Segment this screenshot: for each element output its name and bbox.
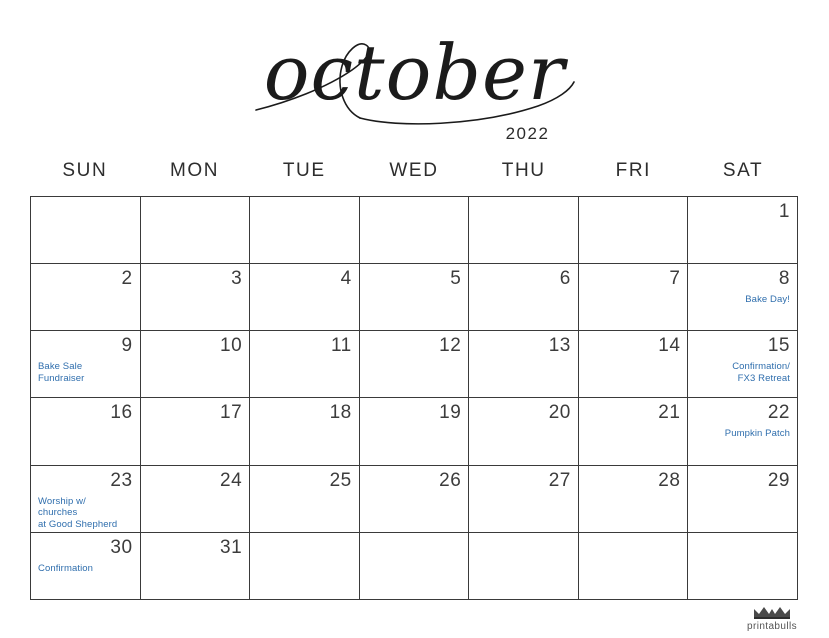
event-text[interactable]: Confirmation xyxy=(38,562,94,574)
day-number: 7 xyxy=(669,268,681,290)
calendar-day-cell[interactable] xyxy=(141,466,251,533)
day-number: 1 xyxy=(778,201,790,222)
day-number: 12 xyxy=(439,335,462,357)
weekday-header-row xyxy=(30,160,798,182)
calendar-grid xyxy=(30,196,798,600)
event-text[interactable]: Bake Day! xyxy=(745,294,790,306)
day-number: 28 xyxy=(658,469,681,491)
calendar-empty-cell[interactable] xyxy=(469,533,579,600)
calendar-day-cell[interactable] xyxy=(360,398,470,465)
day-events xyxy=(695,428,790,440)
calendar-empty-cell[interactable] xyxy=(360,197,470,264)
calendar-day-cell[interactable] xyxy=(360,466,470,533)
calendar-day-cell[interactable] xyxy=(250,264,360,331)
calendar-day-cell[interactable] xyxy=(31,331,141,398)
brand-logo xyxy=(737,606,807,632)
event-text[interactable]: at Good Shepherd xyxy=(38,518,118,530)
calendar-empty-cell[interactable] xyxy=(250,197,360,264)
day-number: 2 xyxy=(121,268,133,290)
day-number: 24 xyxy=(220,469,243,491)
day-number: 31 xyxy=(220,536,243,558)
day-number: 22 xyxy=(767,402,790,424)
calendar-day-cell[interactable] xyxy=(579,264,689,331)
event-text[interactable]: Pumpkin Patch xyxy=(724,428,790,440)
calendar-day-cell[interactable] xyxy=(31,398,141,465)
day-number: 8 xyxy=(778,268,790,290)
day-number: 16 xyxy=(110,402,133,424)
calendar-day-cell[interactable] xyxy=(141,264,251,331)
weekday-wed: WED xyxy=(389,160,439,181)
day-number: 27 xyxy=(548,469,571,491)
calendar-day-cell[interactable] xyxy=(31,533,141,600)
day-number: 11 xyxy=(330,335,352,357)
calendar-empty-cell[interactable] xyxy=(31,197,141,264)
day-number: 18 xyxy=(329,402,352,424)
day-events xyxy=(695,294,790,306)
calendar-day-cell[interactable] xyxy=(141,331,251,398)
calendar-day-cell[interactable] xyxy=(141,533,251,600)
calendar-empty-cell[interactable] xyxy=(579,533,689,600)
day-number: 14 xyxy=(658,335,681,357)
calendar-day-cell[interactable] xyxy=(250,331,360,398)
weekday-mon: MON xyxy=(169,160,220,181)
calendar-empty-cell[interactable] xyxy=(141,197,251,264)
day-number: 5 xyxy=(450,268,462,290)
day-number: 23 xyxy=(110,469,133,491)
event-text[interactable]: FX3 Retreat xyxy=(737,372,790,384)
day-number: 25 xyxy=(329,469,352,491)
calendar-day-cell[interactable] xyxy=(250,398,360,465)
calendar-day-cell[interactable] xyxy=(31,264,141,331)
calendar-day-cell[interactable] xyxy=(688,331,798,398)
calendar-day-cell[interactable] xyxy=(469,466,579,533)
weekday-sun: SUN xyxy=(62,160,108,181)
day-events xyxy=(38,563,133,575)
calendar-day-cell[interactable] xyxy=(469,264,579,331)
crown-icon xyxy=(752,606,792,620)
calendar-day-cell[interactable] xyxy=(579,398,689,465)
day-events xyxy=(38,496,133,531)
calendar-year: 2022 xyxy=(505,124,550,143)
calendar-empty-cell[interactable] xyxy=(250,533,360,600)
event-text[interactable]: Worship w/ xyxy=(38,495,86,507)
calendar-day-cell[interactable] xyxy=(688,466,798,533)
calendar-day-cell[interactable] xyxy=(469,331,579,398)
calendar-empty-cell[interactable] xyxy=(469,197,579,264)
calendar-day-cell[interactable] xyxy=(688,264,798,331)
day-events xyxy=(695,361,790,384)
day-number: 4 xyxy=(340,268,352,290)
calendar-day-cell[interactable] xyxy=(141,398,251,465)
event-text[interactable]: Confirmation/ xyxy=(732,361,790,373)
event-text[interactable]: Bake Sale xyxy=(38,361,83,373)
event-text[interactable]: churches xyxy=(38,507,78,519)
day-number: 19 xyxy=(439,402,462,424)
day-number: 30 xyxy=(110,536,133,558)
calendar-day-cell[interactable] xyxy=(579,331,689,398)
page-title: october xyxy=(263,28,566,117)
day-number: 15 xyxy=(767,335,790,357)
calendar-day-cell[interactable] xyxy=(579,466,689,533)
day-number: 6 xyxy=(559,268,571,290)
brand-name: printabulls xyxy=(747,621,797,632)
day-events xyxy=(38,361,133,384)
day-number: 21 xyxy=(658,402,681,424)
day-number: 17 xyxy=(220,402,243,424)
day-number: 9 xyxy=(121,335,133,357)
day-number: 13 xyxy=(548,335,571,357)
calendar-day-cell[interactable] xyxy=(469,398,579,465)
event-text[interactable]: Fundraiser xyxy=(38,372,85,384)
calendar-day-cell[interactable] xyxy=(688,398,798,465)
calendar-day-cell[interactable] xyxy=(360,264,470,331)
calendar-empty-cell[interactable] xyxy=(360,533,470,600)
calendar-title-block xyxy=(0,14,829,144)
day-number: 3 xyxy=(231,268,243,290)
weekday-fri: FRI xyxy=(615,160,652,181)
calendar-day-cell[interactable] xyxy=(250,466,360,533)
calendar-day-cell[interactable] xyxy=(360,331,470,398)
calendar-empty-cell[interactable] xyxy=(688,533,798,600)
day-number: 29 xyxy=(767,469,790,491)
day-number: 10 xyxy=(220,335,243,357)
weekday-tue: TUE xyxy=(282,160,326,181)
weekday-thu: THU xyxy=(501,160,546,181)
weekday-sat: SAT xyxy=(722,160,764,181)
calendar-day-cell[interactable] xyxy=(688,197,798,264)
calendar-day-cell[interactable] xyxy=(31,466,141,533)
day-number: 20 xyxy=(548,402,571,424)
day-number: 26 xyxy=(439,469,462,491)
calendar-empty-cell[interactable] xyxy=(579,197,689,264)
